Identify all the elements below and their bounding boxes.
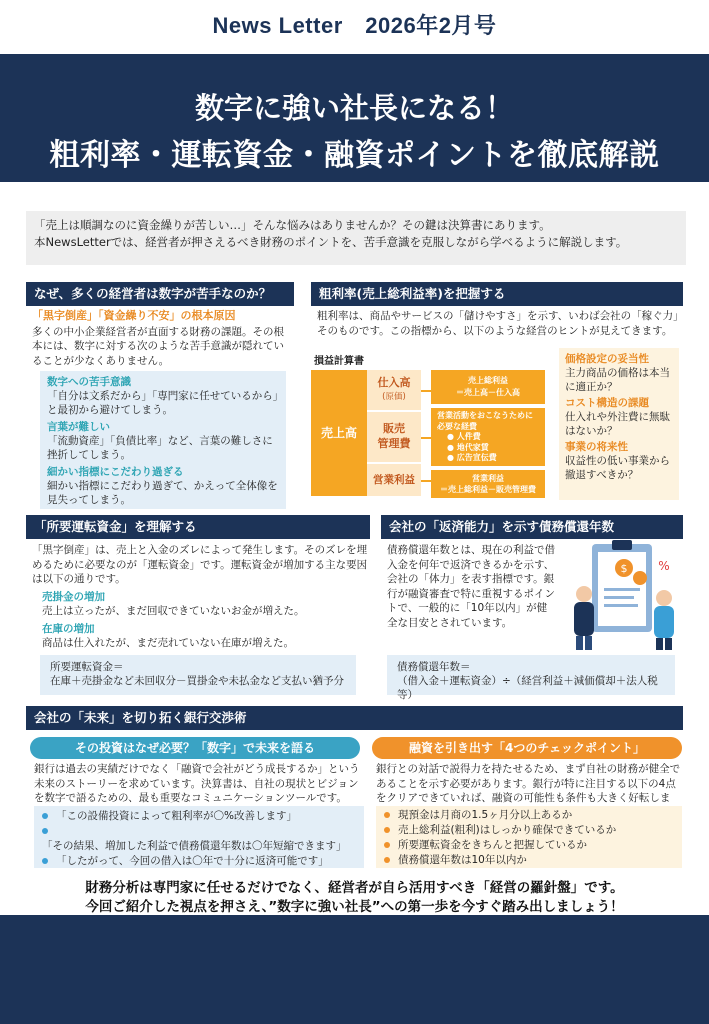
- formula-expression: （借入金＋運転資金）÷（経営利益＋減価償却＋法人税等）: [397, 675, 658, 701]
- checkpoints-body: 銀行との対話で説得力を持たせるため、まず自社の財務が健全であることを示す必要があります。銀行が特に注目する以下の4点をクリアできていれば、融資の可能性も条件も大きく好転しま: [376, 763, 681, 804]
- svg-text:%: %: [658, 559, 670, 573]
- sga-explainer-title1: 営業活動をおこなうために: [437, 411, 533, 420]
- factor1-text: 売上は立ったが、まだ回収できていないお金が増えた。: [42, 605, 305, 617]
- point2-title: 言葉が難しい: [47, 421, 110, 433]
- intro-box: [26, 211, 686, 265]
- factor2-title: 在庫の増加: [42, 622, 95, 635]
- intro-line2: 本NewsLetterでは、経営者が押さえるべき財務のポイントを、苦手意識を克服しながら学べるように解説します。: [34, 235, 628, 249]
- income-statement-title: 損益計算書: [314, 356, 364, 367]
- sga-box: [367, 412, 421, 462]
- sga-item: ● 広告宣伝費: [447, 453, 497, 462]
- section1-points: [47, 375, 283, 507]
- gross-profit-formula: ＝売上高－仕入高: [456, 388, 520, 397]
- svg-text:$: $: [620, 562, 628, 575]
- hint1-title: 価格設定の妥当性: [565, 353, 649, 365]
- sga-explainer-title2: 必要な経費: [437, 421, 477, 431]
- investment-story-pill: その投資はなぜ必要？「数字」で未来を語る: [30, 737, 360, 759]
- operating-profit-box: 営業利益: [367, 464, 421, 496]
- section2-body: 粗利率は、商品やサービスの「儲けやすさ」を示す、いわば会社の「稼ぐ力」そのものです。この指標から、以下のような経営のヒントが見えてきます。: [317, 310, 679, 337]
- point2-text: 「流動資産」「負債比率」など、言葉の難しさに挫折してしまう。: [47, 435, 273, 461]
- hint3-text: 収益性の低い事業から撤退すべきか？: [565, 455, 670, 481]
- cogs-sub: (原価): [382, 392, 406, 402]
- sga-label1: 販売: [383, 422, 405, 435]
- op-label: 営業利益: [472, 474, 504, 483]
- bullet-dot-icon: [42, 858, 48, 864]
- sales-box: 売上高: [311, 370, 367, 496]
- checkpoint-item: 所要運転資金をきちんと把握しているか: [384, 838, 674, 853]
- connector-line: [421, 390, 431, 392]
- investment-story-bullets: [34, 806, 364, 868]
- debt-repayment-formula: [387, 655, 675, 701]
- hint3-title: 事業の将来性: [565, 441, 628, 453]
- working-capital-formula: [40, 655, 356, 695]
- formula-label: 債務償還年数＝: [397, 661, 471, 673]
- cogs-label: 仕入高: [377, 376, 411, 389]
- gross-profit-label: 売上総利益: [468, 376, 508, 385]
- hints: [565, 352, 677, 482]
- factor1-title: 売掛金の増加: [42, 590, 105, 603]
- sga-label2: 管理費: [377, 437, 411, 450]
- point1-text: 「自分は文系だから」「専門家に任せているから」と最初から避けてしまう。: [47, 390, 278, 416]
- story-bullet: 「その結果、増加した利益で債務償還年数は〇年短縮できます」: [42, 824, 356, 854]
- section-heading-bank-negotiation: 会社の「未来」を切り拓く銀行交渉術: [26, 706, 683, 730]
- section1-content: [32, 309, 294, 368]
- formula-expression: 在庫＋売掛金など未回収分－買掛金や未払金など支払い猶予分: [50, 675, 344, 687]
- connector-line: [421, 480, 431, 482]
- investment-story-body: 銀行は過去の実績だけでなく「融資で会社がどう成長するか」という未来のストーリーを求めています。決算書は、自社の現状とビジョンを数字で語るための、最も重要なコミュニケーションツールです。: [34, 763, 360, 804]
- checkpoints-list: [376, 806, 682, 868]
- bullet-dot-icon: [384, 812, 390, 818]
- point1-title: 数字への苦手意識: [47, 376, 131, 388]
- section-heading-why-numbers: なぜ、多くの経営者は数字が苦手なのか？: [26, 282, 294, 306]
- checkpoint-item: 債務償還年数は10年以内か: [384, 853, 674, 868]
- bullet-dot-icon: [384, 857, 390, 863]
- bullet-dot-icon: [42, 828, 48, 834]
- hint1-text: 主力商品の価格は本当に適正か？: [565, 367, 670, 393]
- section1-subtitle: 「黒字倒産」「資金繰り不安」の根本原因: [32, 309, 236, 322]
- story-bullet: 「この設備投資によって粗利率が〇%改善します」: [42, 809, 356, 824]
- hero-title-line1: 数字に強い社長になる！: [194, 91, 514, 125]
- intro-line1: 「売上は順調なのに資金繰りが苦しい…」そんな悩みはありませんか？その鍵は決算書にあります。: [34, 218, 551, 232]
- bullet-dot-icon: [42, 813, 48, 819]
- section4-body: 債務償還年数とは、現在の利益で借入金を何年で返済できるかを示す、会社の「体力」を表す指標です。銀行が融資審査で特に重視するポイントで、一般的に「10年以内」が健全な目安とされています。: [387, 544, 555, 629]
- op-formula: ＝売上総利益－販売管理費: [440, 485, 536, 494]
- checklist-illustration-icon: [568, 540, 680, 650]
- closing-line2: 今回ご紹介した視点を押さえ、”数字に強い社長”への第一歩を今すぐ踏み出しましょう！: [85, 899, 624, 915]
- sga-explainer: [431, 408, 545, 466]
- sga-item: ● 地代家賃: [447, 442, 489, 452]
- section-heading-gross-margin: 粗利率(売上総利益率)を把握する: [311, 282, 683, 306]
- footer-band: [0, 915, 709, 1024]
- section-heading-working-capital: 「所要運転資金」を理解する: [26, 515, 370, 539]
- bullet-dot-icon: [384, 827, 390, 833]
- section-heading-debt-repayment: 会社の「返済能力」を示す債務償還年数: [381, 515, 683, 539]
- checkpoint-item: 売上総利益(粗利)はしっかり確保できているか: [384, 823, 674, 838]
- newsletter-masthead: News Letter 2026年2月号: [212, 13, 497, 38]
- section1-body: 多くの中小企業経営者が直面する財務の課題。その根本には、数字に対する次のような苦手意識が隠れていることが少なくありません。: [32, 325, 284, 367]
- formula-label: 所要運転資金＝: [50, 661, 124, 673]
- gross-profit-explainer: [431, 370, 545, 404]
- section3-body: 「黒字倒産」は、売上と入金のズレによって発生します。そのズレを埋めるために必要なのが「運転資金」です。運転資金が増加する主な要因は以下の通りです。: [32, 544, 368, 585]
- point3-text: 細かい指標にこだわり過ぎて、かえって全体像を見失ってしまう。: [47, 480, 278, 506]
- operating-profit-explainer: [431, 470, 545, 498]
- factor2-text: 商品は仕入れたが、まだ売れていない在庫が増えた。: [42, 637, 294, 649]
- hint2-text: 仕入れや外注費に無駄はないか？: [565, 411, 670, 437]
- checkpoints-pill: 融資を引き出す「4つのチェックポイント」: [372, 737, 682, 759]
- connector-line: [421, 437, 431, 439]
- point3-title: 細かい指標にこだわり過ぎる: [47, 466, 184, 478]
- checkpoint-item: 現預金は月商の1.5ヶ月分以上あるか: [384, 808, 674, 823]
- closing-line1: 財務分析は専門家に任せるだけでなく、経営者が自ら活用すべき「経営の羅針盤」です。: [85, 880, 624, 896]
- cogs-box: [367, 370, 421, 410]
- sga-item: ● 人件費: [447, 432, 481, 441]
- section3-content: [32, 543, 368, 651]
- hint2-title: コスト構造の課題: [565, 397, 649, 409]
- hero-title-line2: 粗利率・運転資金・融資ポイントを徹底解説: [49, 138, 660, 173]
- story-bullet: 「したがって、今回の借入は〇年で十分に返済可能です」: [42, 854, 356, 869]
- bullet-dot-icon: [384, 842, 390, 848]
